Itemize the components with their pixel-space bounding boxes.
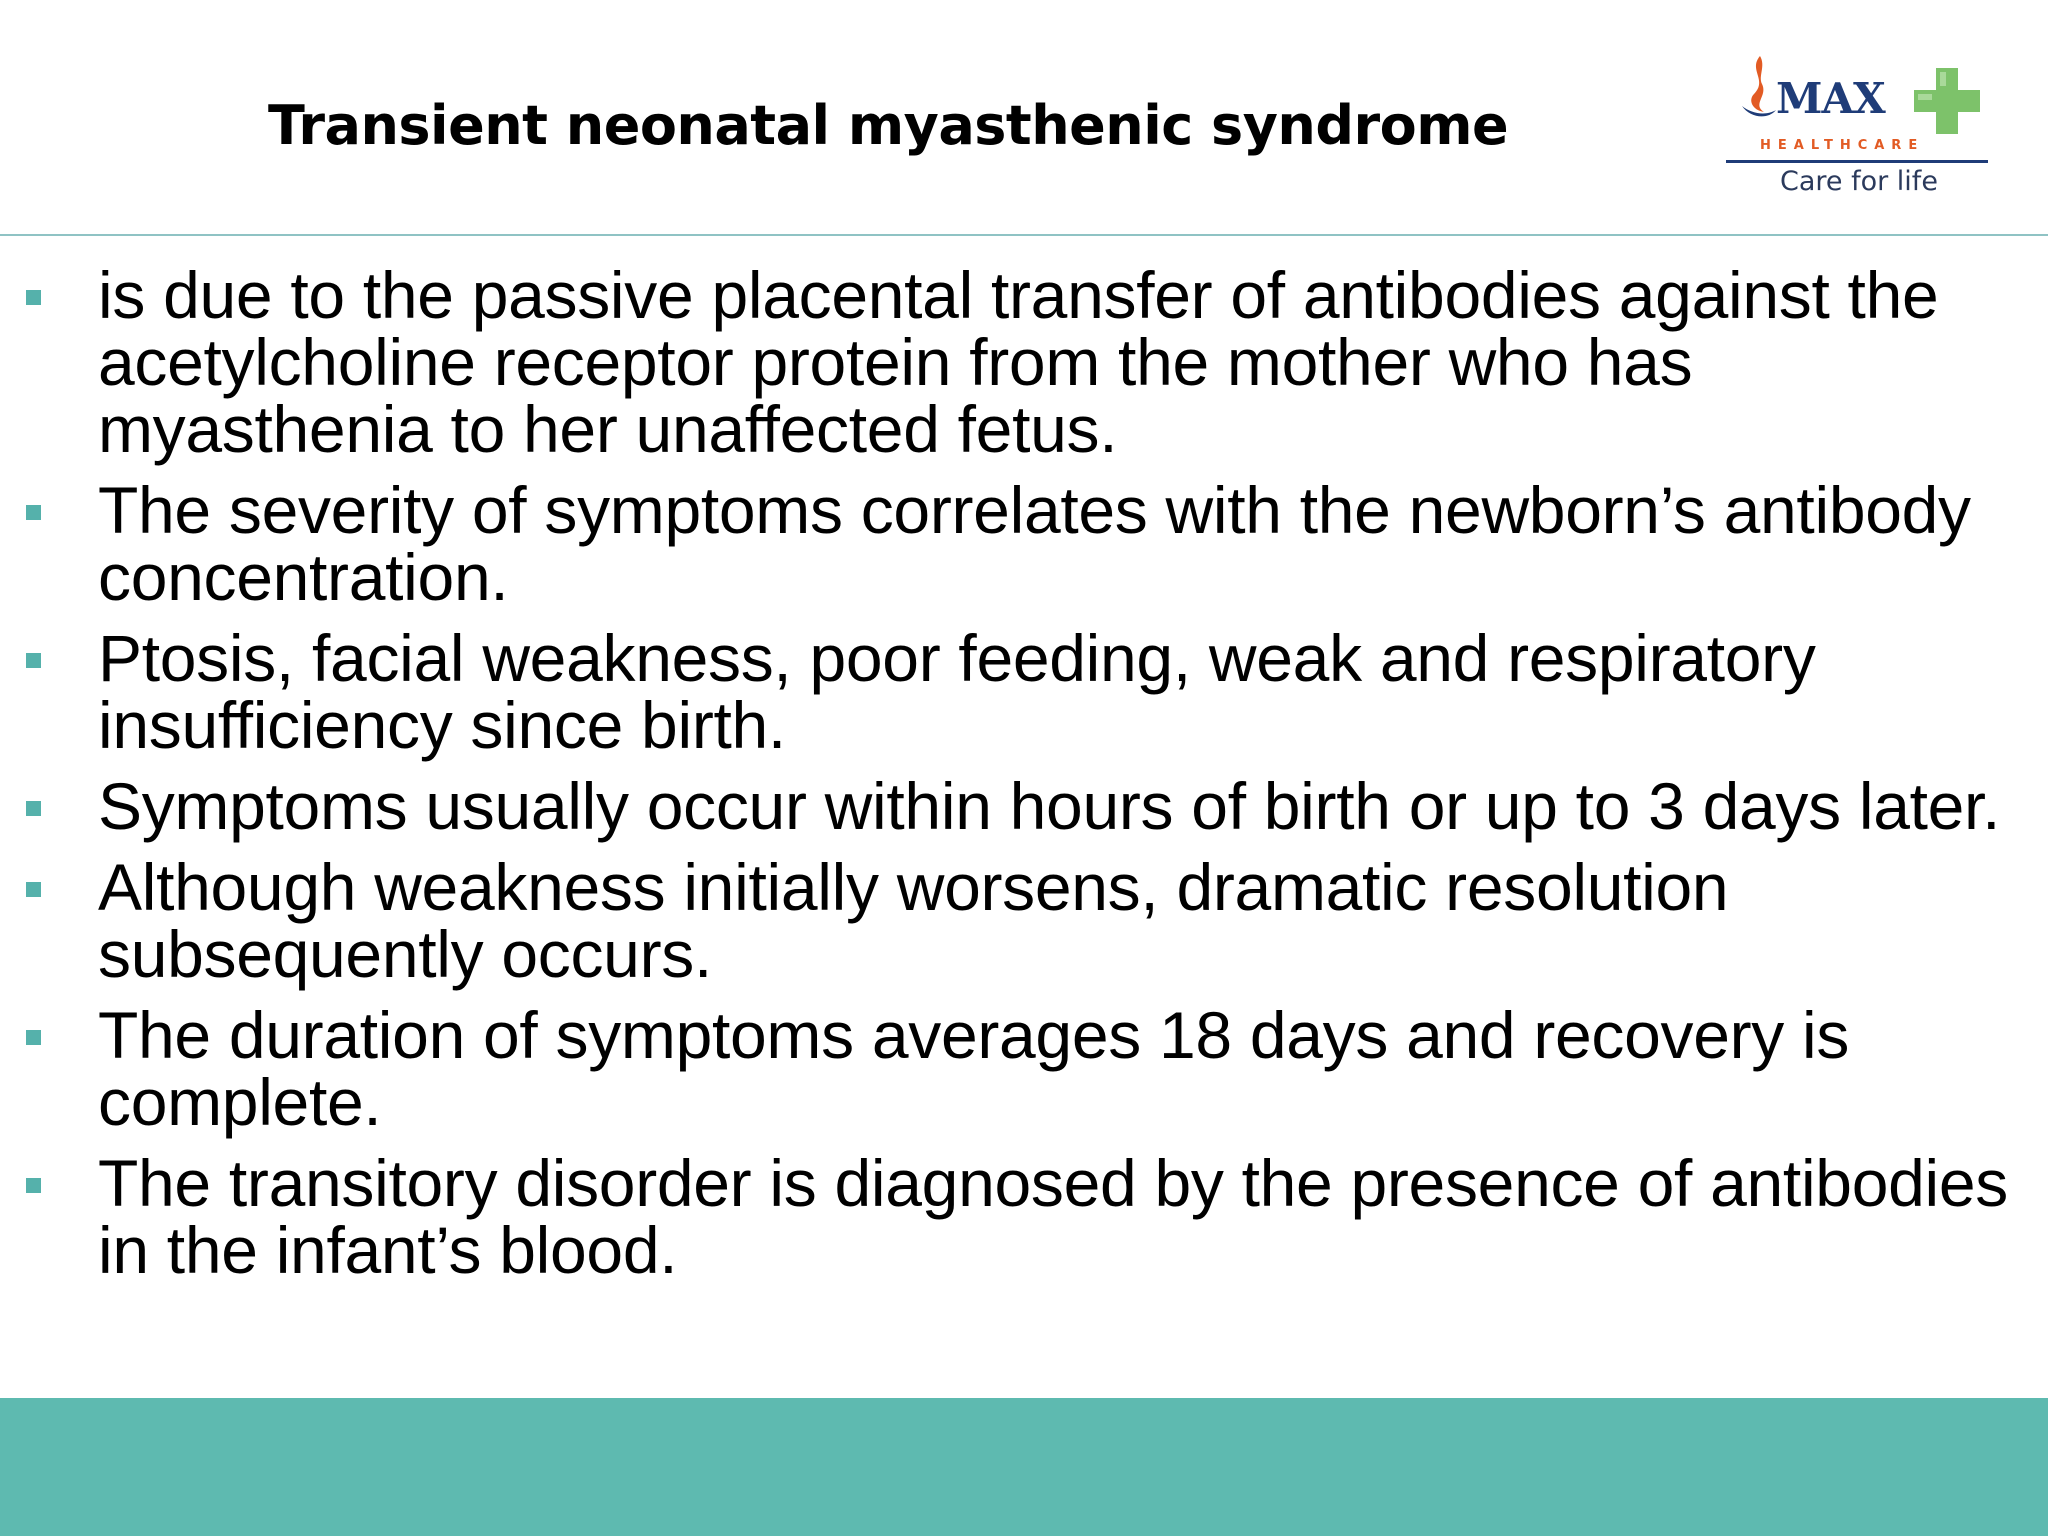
logo-wordmark: MAX — [1776, 74, 1885, 123]
slide-title: Transient neonatal myasthenic syndrome — [268, 94, 1509, 157]
bullet-marker — [26, 1178, 41, 1193]
header-divider — [0, 234, 2048, 236]
bullet-marker — [26, 505, 41, 520]
bullet-item — [0, 998, 2048, 1139]
bullet-text: Ptosis, facial weakness, poor feeding, weak and respiratory insufficiency since birth. — [98, 621, 1816, 762]
bullet-item — [0, 258, 2048, 466]
max-healthcare-logo — [1726, 44, 1986, 204]
bullet-text: Although weakness initially worsens, dramatic resolution subsequently occurs. — [98, 850, 1729, 991]
bullet-text: is due to the passive placental transfer of antibodies against the acetylcholine receptor protein from the mother who has myasthenia to her unaffected fetus. — [98, 258, 1939, 466]
bullet-item — [0, 1146, 2048, 1287]
bullet-marker — [26, 290, 41, 305]
bullet-item — [0, 769, 2048, 843]
bullet-item — [0, 473, 2048, 614]
footer-band — [0, 1398, 2048, 1536]
bullet-marker — [26, 882, 41, 897]
bullet-text: The duration of symptoms averages 18 days and recovery is complete. — [98, 998, 1850, 1139]
bullet-item — [0, 621, 2048, 762]
bullet-text: Symptoms usually occur within hours of birth or up to 3 days later. — [98, 769, 2001, 843]
medical-cross-icon — [1910, 64, 1984, 138]
flame-icon — [1738, 54, 1778, 124]
bullet-marker — [26, 1030, 41, 1045]
logo-divider — [1726, 160, 1988, 163]
logo-tagline: Care for life — [1780, 166, 1938, 197]
bullet-list — [0, 258, 2048, 1298]
bullet-text: The transitory disorder is diagnosed by the presence of antibodies in the infant’s blood. — [98, 1146, 2008, 1287]
bullet-marker — [26, 801, 41, 816]
bullet-text: The severity of symptoms correlates with the newborn’s antibody concentration. — [98, 473, 1971, 614]
logo-subtitle: HEALTHCARE — [1760, 138, 1925, 153]
bullet-item — [0, 850, 2048, 991]
bullet-marker — [26, 653, 41, 668]
